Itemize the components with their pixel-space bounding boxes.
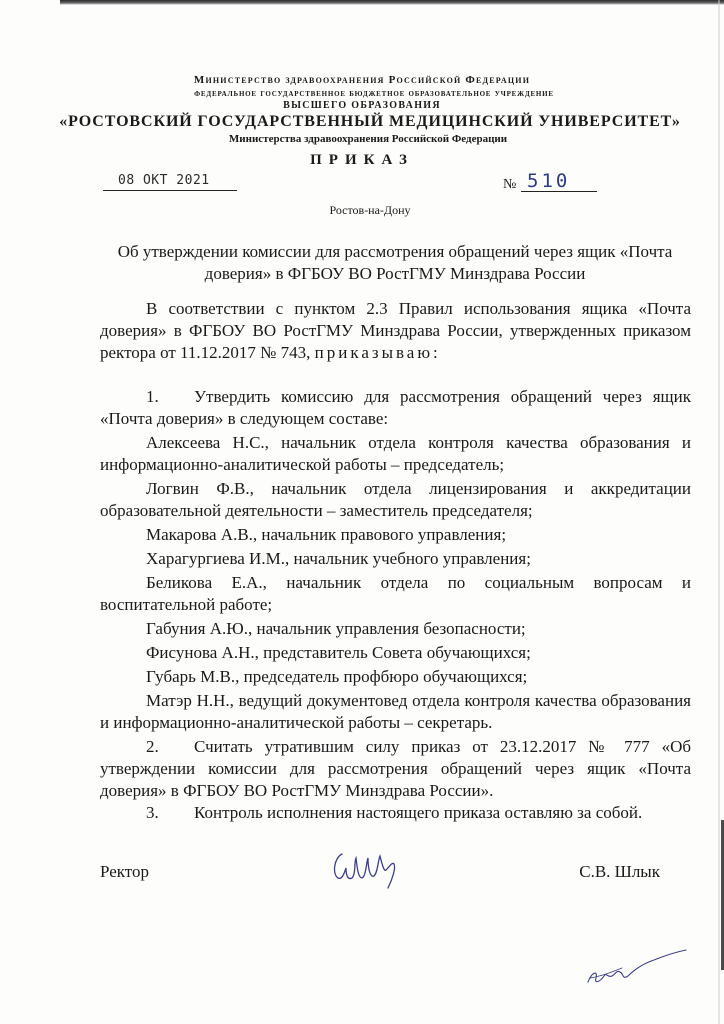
- intro-text: В соответствии с пунктом 2.3 Правил использования ящика «Почта доверия» в ФГБОУ ВО РостГМУ Минздрава России, утвержденных приказом ректора от 11.12.2017 № 743,: [100, 299, 691, 362]
- order-date-field: [103, 173, 237, 191]
- order-number: 510: [527, 170, 571, 192]
- member-item: Губарь М.В., председатель профбюро обучающихся;: [146, 667, 528, 686]
- university-name: «РОСТОВСКИЙ ГОСУДАРСТВЕННЫЙ МЕДИЦИНСКИЙ УНИВЕРСИТЕТ»: [59, 113, 681, 130]
- item-number: 3.: [146, 803, 159, 822]
- order-items: [100, 386, 691, 824]
- member-item: Матэр Н.Н., ведущий документовед отдела контроля качества образования и информационно-аналитической работы – секретарь.: [100, 691, 691, 732]
- education-level-heading: ВЫСШЕГО ОБРАЗОВАНИЯ: [283, 100, 441, 111]
- institution-type-heading: федеральное государственное бюджетное образовательное учреждение: [194, 88, 554, 99]
- scan-top-edge: [60, 0, 724, 5]
- order-item-2: [100, 736, 691, 802]
- committee-members: [100, 432, 691, 734]
- order-command: приказываю:: [314, 343, 441, 362]
- signatory-name: С.В. Шлык: [579, 862, 660, 881]
- member-item: Фисунова А.Н., представитель Совета обучающихся;: [146, 643, 531, 662]
- item-text: Утвердить комиссию для рассмотрения обращений через ящик «Почта доверия» в следующем составе:: [100, 387, 691, 428]
- signatory-position: Ректор: [100, 862, 150, 881]
- handwritten-initials: [582, 942, 692, 992]
- order-date: 08 ОКТ 2021: [118, 173, 210, 188]
- member-item: Логвин Ф.В., начальник отдела лицензирования и аккредитации образовательной деятельности – заместитель председателя;: [100, 479, 691, 520]
- item-text: Считать утратившим силу приказ от 23.12.2017 № 777 «Об утверждении комиссии для рассмотрения обращений через ящик «Почта доверия» в ФГБОУ ВО РостГМУ Минздрава России».: [100, 737, 691, 800]
- order-item-1: [100, 386, 691, 430]
- member-item: Габуния А.Ю., начальник управления безопасности;: [146, 619, 526, 638]
- order-subject: Об утверждении комиссии для рассмотрения обращений через ящик «Почта доверия» в ФГБОУ ВО РостГМУ Минздрава России: [117, 242, 673, 283]
- handwritten-signature: [330, 844, 410, 892]
- item-text: Контроль исполнения настоящего приказа оставляю за собой.: [194, 803, 643, 822]
- member-item: Макарова А.В., начальник правового управления;: [146, 525, 507, 544]
- member-item: Харагургиева И.М., начальник учебного управления;: [146, 549, 531, 568]
- order-number-field: [503, 170, 597, 192]
- member-item: Алексеева Н.С., начальник отдела контроля качества образования и информационно-аналитической работы – председатель;: [100, 433, 691, 474]
- intro-paragraph: [100, 298, 691, 364]
- ministry-heading: Министерство здравоохранения Российской Федерации: [193, 74, 531, 86]
- number-sign: №: [503, 177, 517, 192]
- order-city: Ростов-на-Дону: [329, 203, 411, 217]
- item-number: 2.: [146, 737, 159, 756]
- ministry-subheading: Министерства здравоохранения Российской Федерации: [228, 133, 508, 145]
- member-item: Беликова Е.А., начальник отдела по социальным вопросам и воспитательной работе;: [100, 573, 691, 614]
- item-number: 1.: [146, 387, 159, 406]
- order-item-3: [100, 802, 691, 824]
- document-title: ПРИКАЗ: [310, 152, 414, 168]
